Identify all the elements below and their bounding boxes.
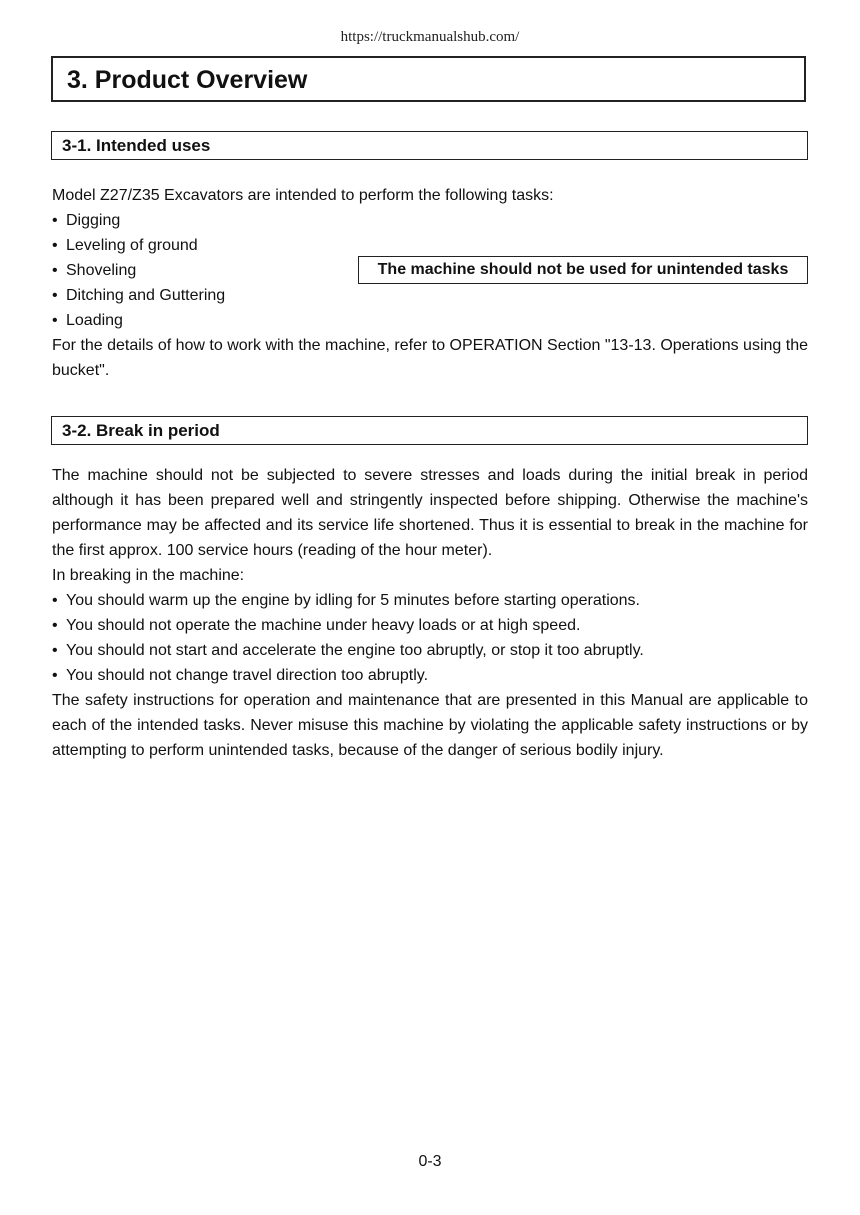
paragraph: The safety instructions for operation and maintenance that are presented in this Manual are applicable to each of the intended tasks. Never misuse this machine by violating the applicable safety instructions or by attempting to perform unintended tasks, because of the danger of serious bodily injury. (52, 692, 808, 759)
list-item: • Shoveling (52, 258, 808, 283)
page-title-box (51, 56, 806, 102)
source-url: https://truckmanualshub.com/ (340, 29, 520, 45)
section-heading-box (51, 131, 808, 160)
list-item: • You should not start and accelerate the engine too abruptly, or stop it too abruptly. (52, 638, 808, 663)
section-heading-box (51, 416, 808, 445)
list-item: • You should not change travel direction too abruptly. (52, 663, 808, 688)
intro-text: Model Z27/Z35 Excavators are intended to perform the following tasks: (52, 187, 554, 204)
list-item: • You should not operate the machine under heavy loads or at high speed. (52, 613, 808, 638)
list-item: • Loading (52, 308, 808, 333)
section-heading: 3-1. Intended uses (62, 136, 211, 155)
page-number: 0-3 (418, 1153, 442, 1170)
details-text: For the details of how to work with the machine, refer to OPERATION Section "13-13. Operations using the bucket". (52, 337, 808, 379)
paragraph: The machine should not be subjected to severe stresses and loads during the initial break in period although it has been prepared well and stringently inspected before shipping. Otherwise the machine's performance may be affected and its service life shortened. Thus it is essential to break in the machine for the first approx. 100 service hours (reading of the hour meter). (52, 467, 808, 559)
break-in-text (52, 463, 808, 763)
list-item: • You should warm up the engine by idling for 5 minutes before starting operations. (52, 588, 808, 613)
intro-text: In breaking in the machine: (52, 567, 245, 584)
list-item: • Digging (52, 208, 808, 233)
warning-note: The machine should not be used for unintended tasks (377, 261, 789, 278)
list-item: • Leveling of ground (52, 233, 808, 258)
page-title: 3. Product Overview (67, 66, 308, 94)
warning-note-box (358, 256, 808, 284)
list-item: • Ditching and Guttering (52, 283, 808, 308)
section-heading: 3-2. Break in period (62, 421, 220, 440)
